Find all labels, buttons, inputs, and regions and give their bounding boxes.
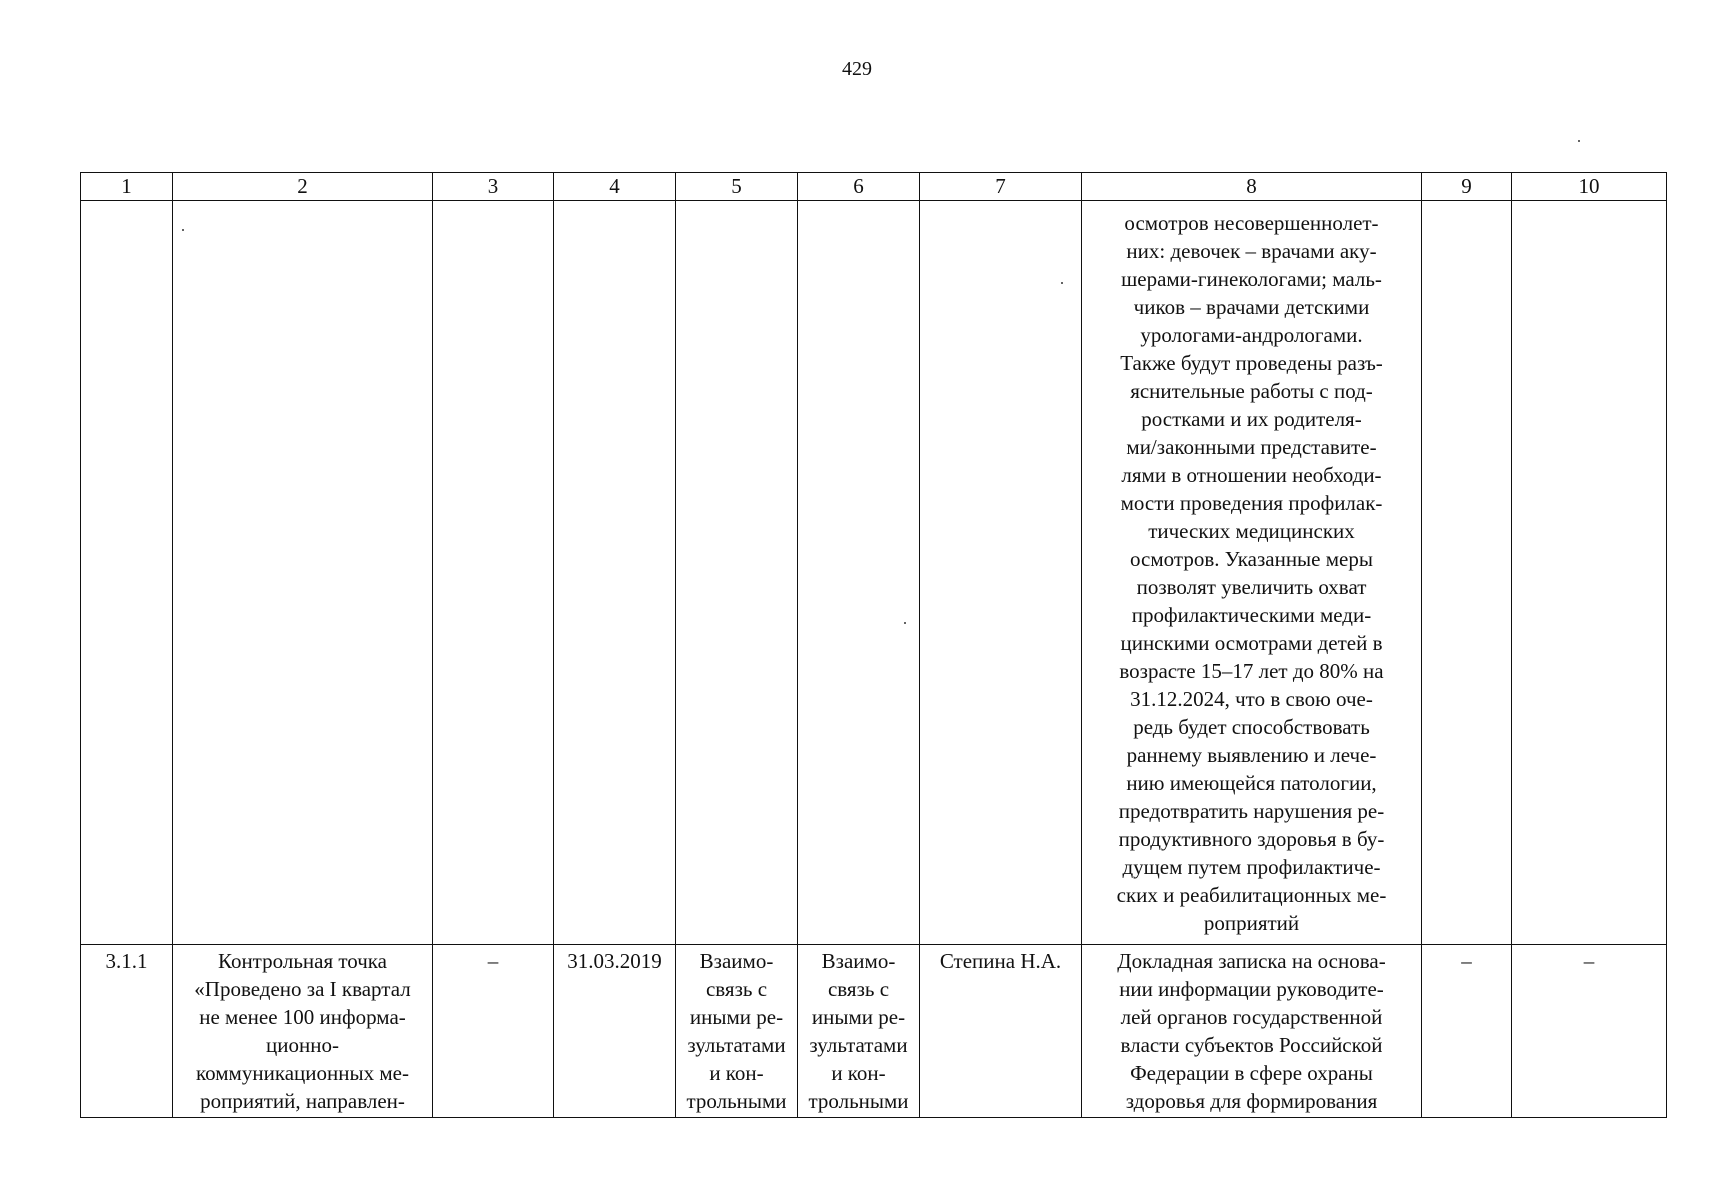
cell-empty [81, 201, 173, 945]
header-cell-10: 10 [1512, 173, 1667, 201]
checkpoint-col3: – [433, 945, 554, 1118]
cell-empty [433, 201, 554, 945]
checkpoint-col6: Взаимо- связь с иными ре- зультатами и кон- трольными [798, 945, 920, 1118]
header-cell-4: 4 [554, 173, 676, 201]
cell-empty [676, 201, 798, 945]
checkpoint-col10: – [1512, 945, 1667, 1118]
cell-empty [1512, 201, 1667, 945]
continuation-row [81, 201, 1667, 945]
checkpoint-row [81, 945, 1667, 1118]
page-number: 429 [842, 58, 872, 80]
checkpoint-document: Докладная записка на основа- нии информации руководите- лей органов государственной власти субъектов Российской Федерации в сфере охраны здоровья для формирования [1082, 945, 1422, 1118]
cell-empty [173, 201, 433, 945]
checkpoint-number: 3.1.1 [81, 945, 173, 1118]
scan-speck [1578, 140, 1580, 142]
header-cell-3: 3 [433, 173, 554, 201]
header-cell-7: 7 [920, 173, 1082, 201]
header-cell-9: 9 [1422, 173, 1512, 201]
header-cell-1: 1 [81, 173, 173, 201]
plan-table [80, 172, 1667, 1118]
checkpoint-col5: Взаимо- связь с иными ре- зультатами и кон- трольными [676, 945, 798, 1118]
header-cell-2: 2 [173, 173, 433, 201]
checkpoint-title: Контрольная точка «Проведено за I квартал не менее 100 информа- ционно- коммуникационных ме- роприятий, направлен- [173, 945, 433, 1118]
header-row [81, 173, 1667, 201]
cell-empty [1422, 201, 1512, 945]
checkpoint-date: 31.03.2019 [554, 945, 676, 1118]
cell-empty [920, 201, 1082, 945]
header-cell-8: 8 [1082, 173, 1422, 201]
checkpoint-col9: – [1422, 945, 1512, 1118]
cell-empty [554, 201, 676, 945]
header-cell-6: 6 [798, 173, 920, 201]
cell-empty [798, 201, 920, 945]
header-cell-5: 5 [676, 173, 798, 201]
continuation-description: осмотров несовершеннолет- них: девочек – врачами аку- шерами-гинекологами; маль- чиков – врачами детскими урологами-андрологами. Также будут проведены разъ- яснительные работы с под- ростками и их родителя- ми/законными представите- лями в отношении необходи- мости проведения профилак- тических медицинских осмотров. Указанные меры позволят увеличить охват профилактическими меди- цинскими осмотрами детей в возрасте 15–17 лет до 80% на 31.12.2024, что в свою оче- редь будет способствовать раннему выявлению и лече- нию имеющейся патологии, предотвратить нарушения ре- продуктивного здоровья в бу- дущем путем профилактиче- ских и реабилитационных ме- роприятий [1082, 201, 1422, 945]
checkpoint-responsible: Степина Н.А. [920, 945, 1082, 1118]
